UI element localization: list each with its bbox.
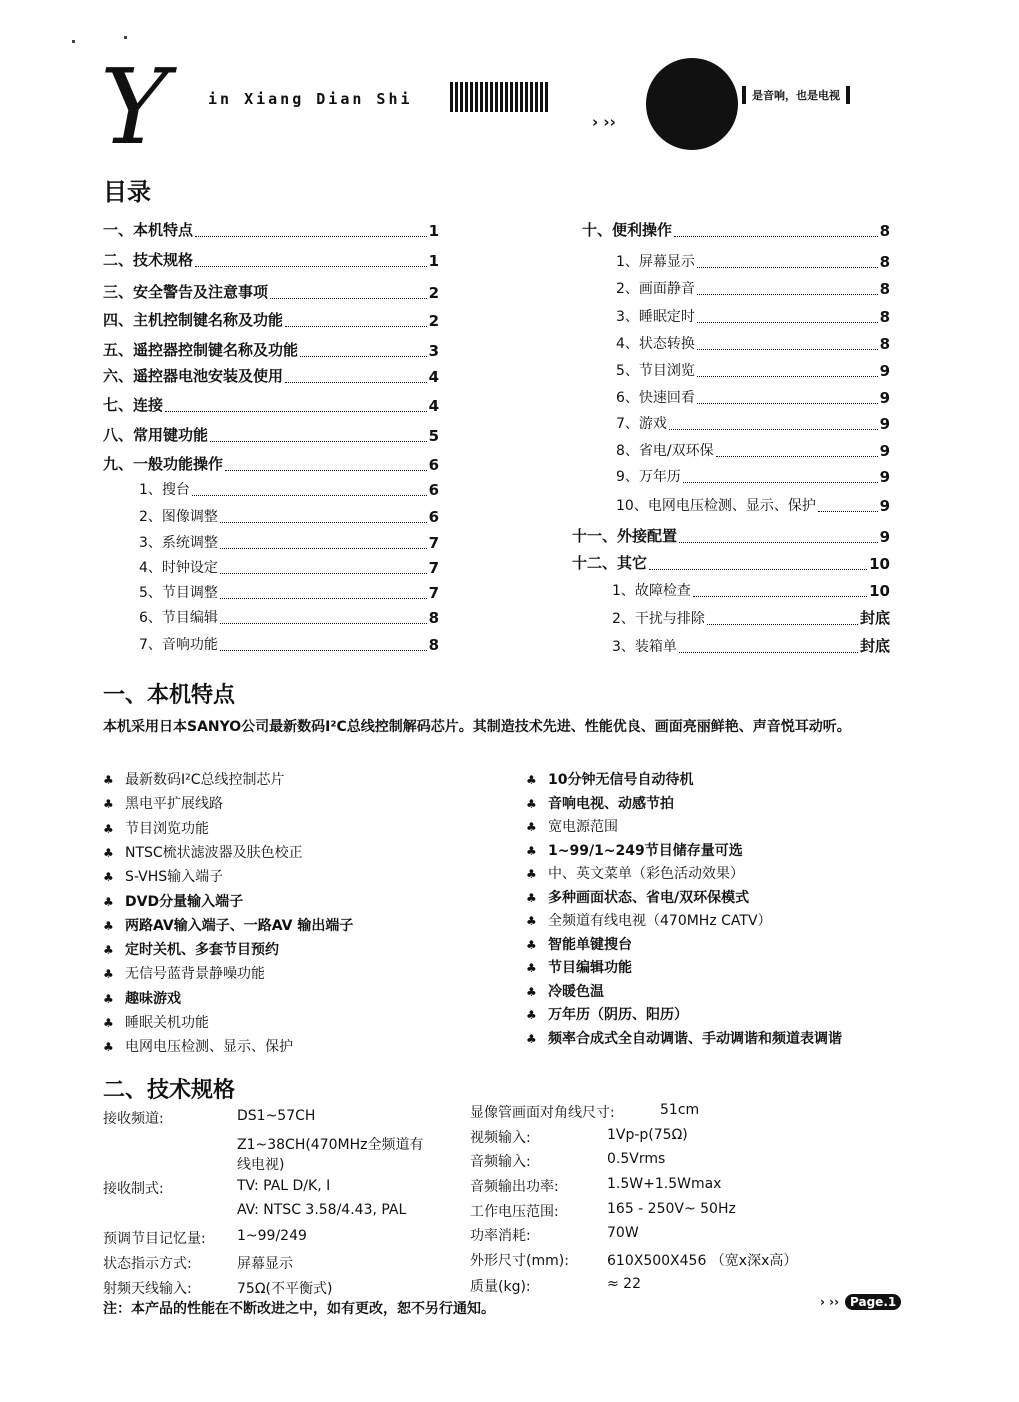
feature-text: 睡眠关机功能 [125, 1015, 209, 1031]
toc-item-page: 9 [879, 468, 890, 486]
feature-item [526, 910, 772, 934]
toc-leader-dots [220, 623, 427, 624]
feature-item [526, 981, 604, 1005]
toc-item [103, 366, 439, 386]
toc-leader-dots [300, 356, 427, 357]
spec-value: 75Ω(不平衡式) [237, 1281, 333, 1297]
feature-text: 节目编辑功能 [548, 960, 632, 976]
bullet-icon: ♣ [103, 1016, 114, 1030]
toc-leader-dots [220, 548, 427, 549]
spec-value: 线电视) [237, 1157, 285, 1173]
feature-item [103, 818, 209, 842]
spec-value: 70W [607, 1225, 639, 1241]
feature-item [526, 957, 632, 981]
toc-item-page: 9 [879, 497, 890, 515]
speck [124, 36, 127, 39]
toc-item-page: 10 [869, 582, 890, 600]
toc-item-label: 6、快速回看 [616, 390, 695, 406]
toc-leader-dots [697, 403, 878, 404]
bullet-icon: ♣ [103, 943, 114, 958]
spec-label: 音频输入: [470, 1154, 531, 1170]
feature-item [103, 963, 265, 987]
toc-leader-dots [285, 382, 427, 383]
toc-item-page: 封底 [859, 637, 890, 655]
toc-leader-dots [220, 598, 427, 599]
feature-text: 定时关机、多套节目预约 [125, 942, 279, 959]
speck [72, 40, 75, 43]
spec-label: 外形尺寸(mm): [470, 1253, 569, 1269]
toc-leader-dots [225, 470, 427, 471]
toc-leader-dots [707, 624, 858, 625]
toc-item [139, 479, 439, 499]
brand-name: in Xiang Dian Shi [208, 90, 413, 108]
bullet-icon: ♣ [526, 961, 537, 975]
features-heading: 一、本机特点 [103, 683, 236, 708]
feature-item [103, 866, 223, 890]
toc-leader-dots [697, 267, 878, 268]
toc-item-page: 2 [428, 284, 439, 302]
spec-label: 显像管画面对角线尺寸: [470, 1105, 615, 1121]
feature-text: 智能单键搜台 [548, 936, 632, 953]
feature-text: 全频道有线电视（470MHz CATV） [548, 913, 772, 929]
toc-leader-dots [649, 569, 867, 570]
feature-item [103, 769, 285, 793]
spec-value: 610X500X456 （宽x深x高） [607, 1253, 798, 1269]
spec-label: 接收频道: [103, 1111, 164, 1127]
feature-item [103, 1012, 209, 1036]
toc-item-label: 十二、其它 [572, 554, 648, 572]
toc-item [616, 387, 890, 407]
toc-leader-dots [165, 411, 427, 412]
toc-item-page: 封底 [859, 609, 890, 627]
toc-leader-dots [192, 495, 427, 496]
toc-item-label: 一、本机特点 [103, 221, 194, 239]
toc-leader-dots [697, 376, 878, 377]
feature-item [103, 939, 279, 963]
toc-item-page: 9 [879, 415, 890, 433]
feature-text: 黑电平扩展线路 [125, 796, 223, 813]
bullet-icon: ♣ [526, 914, 537, 928]
toc-item-page: 8 [428, 609, 439, 627]
toc-item-label: 八、常用键功能 [103, 426, 209, 444]
toc-item-page: 9 [879, 528, 890, 546]
toc-item-label: 6、节目编辑 [139, 610, 218, 626]
bullet-icon: ♣ [103, 797, 114, 812]
toc-item [139, 557, 439, 577]
toc-item-page: 8 [879, 308, 890, 326]
feature-item [103, 988, 181, 1012]
toc-item-page: 7 [428, 559, 439, 577]
toc-item-page: 6 [428, 456, 439, 474]
toc-item [139, 607, 439, 627]
toc-item-label: 三、安全警告及注意事项 [103, 283, 269, 301]
bullet-icon: ♣ [103, 991, 114, 1006]
feature-item [526, 934, 632, 958]
feature-text: DVD分量输入端子 [125, 893, 244, 910]
toc-item [103, 425, 439, 445]
toc-item-label: 10、电网电压检测、显示、保护 [616, 498, 816, 514]
features-intro: 本机采用日本SANYO公司最新数码I²C总线控制解码芯片。其制造技术先进、性能优良、画面亮丽鲜艳、声音悦耳动听。 [103, 719, 851, 735]
toc-item [103, 454, 439, 474]
feature-item [103, 793, 223, 817]
feature-item [526, 1028, 842, 1052]
toc-leader-dots [270, 298, 427, 299]
toc-item-label: 5、节目调整 [139, 585, 218, 601]
feature-text: 10分钟无信号自动待机 [548, 772, 694, 788]
toc-item-label: 1、屏幕显示 [616, 254, 695, 270]
toc-item-label: 十一、外接配置 [572, 527, 678, 545]
toc-leader-dots [210, 441, 427, 442]
toc-item [103, 220, 439, 240]
feature-text: NTSC梳状滤波器及肤色校正 [125, 844, 303, 861]
spec-value: 0.5Vrms [607, 1151, 666, 1167]
feature-text: 两路AV输入端子、一路AV 输出端子 [125, 917, 354, 934]
feature-text: 节目浏览功能 [125, 820, 209, 837]
toc-item-label: 九、一般功能操作 [103, 455, 224, 473]
spec-label: 质量(kg): [470, 1279, 531, 1295]
toc-item [139, 634, 439, 654]
bullet-icon: ♣ [103, 1040, 114, 1055]
feature-text: 频率合成式全自动调谐、手动调谐和频道表调谐 [548, 1030, 842, 1047]
toc-item-page: 9 [879, 389, 890, 407]
toc-item [616, 333, 890, 353]
toc-item [616, 466, 890, 486]
toc-item [139, 582, 439, 602]
logo-letter: Y [100, 46, 169, 168]
bullet-icon: ♣ [103, 918, 114, 933]
toc-item [582, 220, 890, 240]
toc-item [139, 532, 439, 552]
bullet-icon: ♣ [526, 984, 537, 999]
spec-value: TV: PAL D/K, I [237, 1178, 331, 1194]
toc-item-label: 六、遥控器电池安装及使用 [103, 367, 284, 385]
toc-item-label: 3、系统调整 [139, 535, 218, 551]
toc-item-page: 6 [428, 481, 439, 499]
feature-item [526, 1004, 688, 1028]
feature-text: 趣味游戏 [125, 990, 181, 1007]
toc-leader-dots [679, 652, 858, 653]
feature-text: 音响电视、动感节拍 [548, 795, 674, 812]
spec-value: ≈ 22 [607, 1276, 641, 1292]
toc-leader-dots [669, 429, 878, 430]
toc-item-label: 四、主机控制键名称及功能 [103, 311, 284, 329]
toc-item-page: 8 [879, 280, 890, 298]
toc-leader-dots [679, 542, 878, 543]
header-arrows: › ›› [592, 113, 616, 131]
bullet-icon: ♣ [526, 820, 537, 834]
toc-item [612, 608, 890, 628]
toc-item-page: 10 [869, 555, 890, 573]
toc-leader-dots [693, 596, 867, 597]
page-number [820, 1294, 901, 1310]
feature-text: 最新数码I²C总线控制芯片 [125, 772, 285, 788]
spec-label: 接收制式: [103, 1181, 164, 1197]
toc-item-page: 6 [428, 508, 439, 526]
spec-label: 功率消耗: [470, 1228, 531, 1244]
toc-item [616, 278, 890, 298]
toc-item [103, 395, 439, 415]
spec-value: 1Vp-p(75Ω) [607, 1127, 688, 1143]
toc-item [616, 495, 890, 515]
toc-item-label: 2、干扰与排除 [612, 611, 705, 627]
toc-item-page: 1 [428, 222, 439, 240]
toc-leader-dots [220, 573, 427, 574]
specs-heading: 二、技术规格 [103, 1078, 236, 1103]
toc-item-label: 2、图像调整 [139, 509, 218, 525]
toc-item-page: 9 [879, 362, 890, 380]
footer-arrows: › ›› [820, 1295, 840, 1309]
toc-leader-dots [220, 650, 427, 651]
toc-item [103, 250, 439, 270]
bullet-icon: ♣ [103, 894, 114, 909]
spec-value: Z1~38CH(470MHz全频道有 [237, 1137, 424, 1153]
toc-item-page: 5 [428, 427, 439, 445]
toc-item-page: 8 [879, 253, 890, 271]
toc-item-label: 8、省电/双环保 [616, 443, 714, 459]
toc-item-page: 8 [879, 222, 890, 240]
toc-leader-dots [683, 482, 878, 483]
toc-item-label: 2、画面静音 [616, 281, 695, 297]
feature-item [526, 840, 743, 864]
bullet-icon: ♣ [103, 773, 114, 787]
toc-item [572, 526, 890, 546]
bullet-icon: ♣ [103, 845, 114, 860]
toc-item-label: 十、便利操作 [582, 221, 673, 239]
toc-item [616, 440, 890, 460]
toc-leader-dots [818, 511, 878, 512]
spec-value: 屏幕显示 [237, 1256, 293, 1272]
spec-label: 工作电压范围: [470, 1204, 559, 1220]
spec-value: 1.5W+1.5Wmax [607, 1176, 722, 1192]
toc-item [616, 251, 890, 271]
slogan: 是音响，也是电视 [742, 86, 850, 104]
toc-item-page: 9 [879, 442, 890, 460]
toc-title: 目录 [103, 178, 151, 206]
feature-text: S-VHS输入端子 [125, 869, 224, 886]
bullet-icon: ♣ [526, 843, 537, 858]
feature-text: 1~99/1~249节目储存量可选 [548, 842, 743, 859]
bullet-icon: ♣ [526, 1031, 537, 1046]
toc-item [616, 413, 890, 433]
spec-label: 音频输出功率: [470, 1179, 559, 1195]
spec-value: AV: NTSC 3.58/4.43, PAL [237, 1202, 407, 1218]
feature-item [103, 842, 303, 866]
toc-item [612, 636, 890, 656]
feature-text: 电网电压检测、显示、保护 [125, 1039, 293, 1056]
feature-item [526, 769, 693, 793]
toc-item [139, 506, 439, 526]
toc-item-label: 二、技术规格 [103, 251, 194, 269]
feature-item [103, 915, 353, 939]
toc-item-label: 1、搜台 [139, 482, 190, 498]
bullet-icon: ♣ [526, 890, 537, 905]
spec-value: 51cm [660, 1102, 700, 1118]
header-pattern [450, 82, 550, 112]
toc-item-label: 7、音响功能 [139, 637, 218, 653]
bullet-icon: ♣ [526, 796, 537, 811]
feature-text: 冷暖色温 [548, 983, 604, 1000]
toc-item [616, 360, 890, 380]
bullet-icon: ♣ [526, 1008, 537, 1022]
feature-item [526, 816, 618, 840]
feature-item [526, 863, 744, 887]
bullet-icon: ♣ [103, 967, 114, 982]
toc-item [572, 553, 890, 573]
toc-leader-dots [220, 522, 427, 523]
feature-text: 多种画面状态、省电/双环保模式 [548, 889, 750, 906]
toc-leader-dots [285, 326, 427, 327]
toc-item [616, 306, 890, 326]
feature-item [526, 793, 674, 817]
toc-leader-dots [674, 236, 878, 237]
header-circle-graphic [646, 58, 738, 150]
toc-item [103, 340, 439, 360]
bullet-icon: ♣ [103, 870, 114, 885]
spec-label: 射频天线输入: [103, 1281, 192, 1297]
toc-item-page: 2 [428, 312, 439, 330]
spec-value: DS1~57CH [237, 1108, 316, 1124]
toc-item-label: 9、万年历 [616, 469, 681, 485]
toc-item [103, 310, 439, 330]
spec-value: 165 - 250V~ 50Hz [607, 1201, 736, 1217]
toc-item-label: 1、故障检查 [612, 583, 691, 599]
feature-item [103, 1036, 293, 1060]
toc-leader-dots [195, 266, 427, 267]
toc-item-label: 4、状态转换 [616, 336, 695, 352]
toc-leader-dots [697, 294, 878, 295]
toc-item-page: 7 [428, 584, 439, 602]
toc-item-label: 3、装箱单 [612, 639, 677, 655]
bullet-icon: ♣ [526, 937, 537, 952]
toc-leader-dots [195, 236, 427, 237]
feature-text: 宽电源范围 [548, 819, 618, 835]
toc-item [612, 580, 890, 600]
bullet-icon: ♣ [526, 773, 537, 787]
toc-leader-dots [697, 322, 878, 323]
feature-text: 无信号蓝背景静噪功能 [125, 966, 265, 983]
feature-item [103, 891, 243, 915]
spec-value: 1~99/249 [237, 1228, 307, 1244]
toc-item-label: 7、游戏 [616, 416, 667, 432]
feature-text: 万年历（阴历、阳历） [548, 1007, 688, 1023]
bullet-icon: ♣ [526, 867, 537, 881]
toc-item-label: 5、节目浏览 [616, 363, 695, 379]
toc-item-page: 3 [428, 342, 439, 360]
toc-item-label: 七、连接 [103, 396, 164, 414]
toc-item-label: 3、睡眠定时 [616, 309, 695, 325]
feature-text: 中、英文菜单（彩色活动效果） [548, 866, 744, 882]
toc-item-label: 4、时钟设定 [139, 560, 218, 576]
toc-item-page: 8 [428, 636, 439, 654]
spec-label: 预调节目记忆量: [103, 1231, 206, 1247]
feature-item [526, 887, 749, 911]
toc-item [103, 282, 439, 302]
toc-item-label: 五、遥控器控制键名称及功能 [103, 341, 299, 359]
spec-label: 视频输入: [470, 1130, 531, 1146]
spec-label: 状态指示方式: [103, 1256, 192, 1272]
bullet-icon: ♣ [103, 821, 114, 836]
toc-item-page: 7 [428, 534, 439, 552]
toc-leader-dots [697, 349, 878, 350]
toc-item-page: 8 [879, 335, 890, 353]
toc-item-page: 4 [428, 368, 439, 386]
footer-note: 注：本产品的性能在不断改进之中，如有更改，恕不另行通知。 [103, 1301, 495, 1317]
toc-leader-dots [716, 456, 878, 457]
page-label: Page.1 [845, 1294, 901, 1310]
toc-item-page: 4 [428, 397, 439, 415]
toc-item-page: 1 [428, 252, 439, 270]
